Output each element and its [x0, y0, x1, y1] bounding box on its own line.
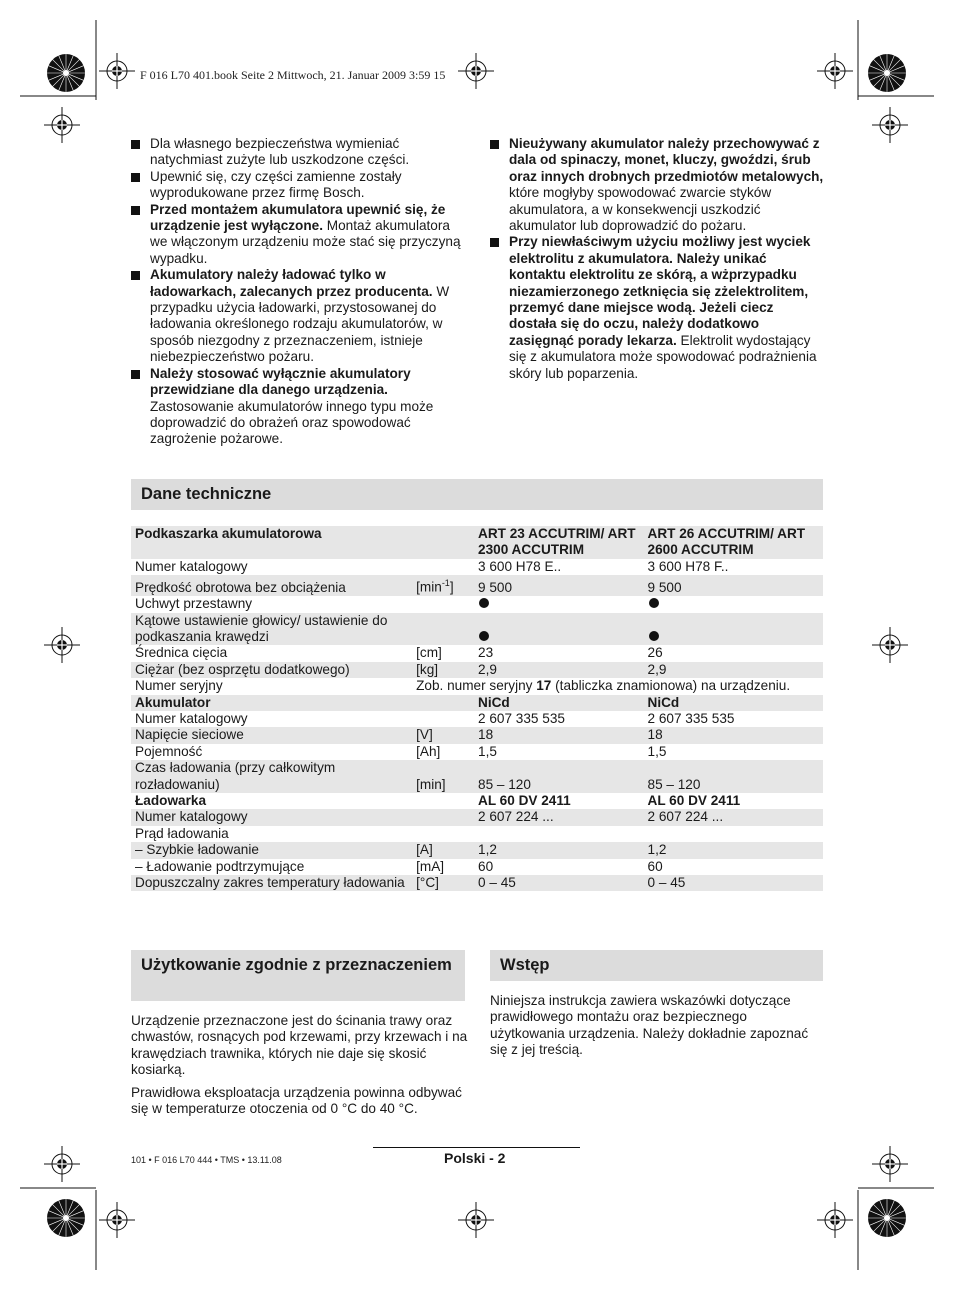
unit-cell: $[\min^{-1}]$ — [412, 575, 474, 596]
spec-table — [131, 526, 823, 891]
square-bullet-icon — [490, 238, 499, 247]
footer-code: 101 • F 016 L70 444 • TMS • 13.11.08 — [131, 1155, 282, 1165]
table-row: Średnica cięcia [cm] 23 26 — [135, 645, 663, 661]
square-bullet-icon — [490, 140, 499, 149]
table-row: Pojemność [Ah] 1,5 1,5 — [135, 743, 667, 759]
page-number: Polski - 2 — [444, 1150, 506, 1166]
paragraph: Urządzenie przeznaczone jest do ścinania trawy oraz chwastów, rosnących pod krzewami, przy krzewach i na krawędziach trawnika, których nie daje się skosić kosiarką. — [131, 1013, 468, 1078]
table-row: Kątowe ustawienie głowicy/ ustawienie do podkaszania krawędzi — [131, 613, 823, 646]
paragraph: Niniejsza instrukcja zawiera wskazówki dotyczące prawidłowego montażu oraz bezpiecznego użytkowania urządzenia. Należy dokładnie zapoznać się z jej treścią. — [490, 993, 809, 1058]
intro-text — [490, 993, 824, 1065]
square-bullet-icon — [131, 370, 140, 379]
table-row: Numer katalogowy 2 607 335 535 2 607 335 535 — [135, 711, 735, 726]
table-row: Napięcie sieciowe [V] 18 18 — [131, 727, 823, 743]
table-row-serial: Numer seryjny Zob. numer seryjny 17 (tabliczka znamionowa) na urządzeniu. — [131, 678, 823, 694]
list-item: Akumulatory należy ładować tylko w ładowarkach, zalecanych przez producenta. W przypadku użycia ładowarki, przystosowanej do ładowania określonego rodzaju akumulatorów, w sposób niezgodny z przeznaczeniem, istnieje niebezpieczeństwo pożaru. — [131, 267, 466, 365]
square-bullet-icon — [131, 140, 140, 149]
bullet-dot-icon — [644, 613, 823, 646]
table-row: Numer katalogowy 2 607 224 ... 2 607 224 ... — [131, 809, 823, 825]
safety-list-right — [490, 136, 824, 382]
section-heading-tech: Dane techniczne — [131, 479, 823, 510]
section-heading-intro: Wstęp — [490, 950, 823, 981]
list-item: Przed montażem akumulatora upewnić się, że urządzenie jest wyłączone. Montaż akumulatora we włączonym urządzeniu może stać się przyczyną wypadku. — [131, 202, 466, 268]
bullet-dot-icon — [474, 613, 644, 646]
table-row: – Ładowanie podtrzymujące [mA] 60 60 — [135, 858, 663, 874]
square-bullet-icon — [131, 206, 140, 215]
table-subheader-battery: Akumulator NiCd NiCd — [131, 695, 823, 711]
serial-note: Zob. numer seryjny 17 (tabliczka znamionowa) na urządzeniu. — [416, 678, 791, 694]
table-row: Prędkość obrotowa bez obciążenia $[\min^{-1}]$ 9 500 9 500 — [131, 575, 823, 596]
star-target-icon — [47, 1199, 85, 1237]
paragraph: Prawidłowa eksploatacja urządzenia powinna odbywać się w temperaturze otoczenia od 0 °C do 40 °C. — [131, 1084, 462, 1117]
bullet-dot-icon — [474, 596, 644, 612]
print-header: F 016 L70 401.book Seite 2 Mittwoch, 21. Januar 2009 3:59 15 — [140, 68, 446, 82]
square-bullet-icon — [131, 271, 140, 280]
list-item: Upewnić się, czy części zamienne zostały wyprodukowane przez firmę Bosch. — [131, 169, 466, 202]
table-row: Czas ładowania (przy całkowitym rozładowaniu) [min] 85 – 120 85 – 120 — [131, 760, 823, 793]
bullet-dot-icon — [644, 596, 823, 612]
list-item: Dla własnego bezpieczeństwa wymieniać natychmiast zużyte lub uszkodzone części. — [131, 136, 466, 169]
table-row: – Szybkie ładowanie [A] 1,2 1,2 — [131, 842, 823, 858]
table-row: Prąd ładowania — [135, 825, 229, 841]
safety-list-left — [131, 136, 466, 448]
section-heading-intended-use: Użytkowanie zgodnie z przeznaczeniem — [131, 950, 465, 1001]
list-item: Nieużywany akumulator należy przechowywać z dala od spinaczy, monet, kluczy, gwoździ, śrub oraz innych drobnych przedmiotów metalowych, które mogłyby spowodować zwarcie styków akumulatora, a w konsekwencji uszkodzić akumulator lub doprowadzić do pożaru. — [490, 136, 824, 234]
star-target-icon — [47, 54, 85, 92]
list-item: Należy stosować wyłącznie akumulatory przewidziane dla danego urządzenia. Zastosowanie akumulatorów innego typu może doprowadzić do obrażeń oraz spowodować zagrożenie pożarowe. — [131, 366, 466, 448]
table-header-row: Podkaszarka akumulatorowa ART 23 ACCUTRIM/ ART 2300 ACCUTRIM ART 26 ACCUTRIM/ ART 2600 ACCUTRIM — [131, 526, 823, 559]
table-row: Dopuszczalny zakres temperatury ładowania [°C] 0 – 45 0 – 45 — [131, 875, 823, 891]
star-target-icon — [868, 1199, 906, 1237]
table-subheader-charger: Ładowarka AL 60 DV 2411 AL 60 DV 2411 — [135, 793, 741, 809]
table-row: Numer katalogowy 3 600 H78 E.. 3 600 H78 F.. — [135, 558, 729, 574]
intended-use-text — [131, 1013, 469, 1123]
square-bullet-icon — [131, 173, 140, 182]
table-row: Uchwyt przestawny — [131, 596, 823, 612]
table-row: Ciężar (bez osprzętu dodatkowego) [kg] 2,9 2,9 — [131, 662, 823, 678]
list-item: Przy niewłaściwym użyciu możliwy jest wyciek elektrolitu z akumulatora. Należy unikać kontaktu elektrolitu ze skórą, a wżprzypadku niezamierzonego zetknięcia się zżelektrolitem, przemyć dane miejsce wodą. Jeżeli ciecz dostała się do oczu, należy dodatkowo zasięgnąć porady lekarza. Elektrolit wydostający się z akumulatora może spowodować podrażnienia skóry lub poparzenia. — [490, 234, 824, 382]
star-target-icon — [868, 54, 906, 92]
footer-rule — [373, 1147, 580, 1148]
